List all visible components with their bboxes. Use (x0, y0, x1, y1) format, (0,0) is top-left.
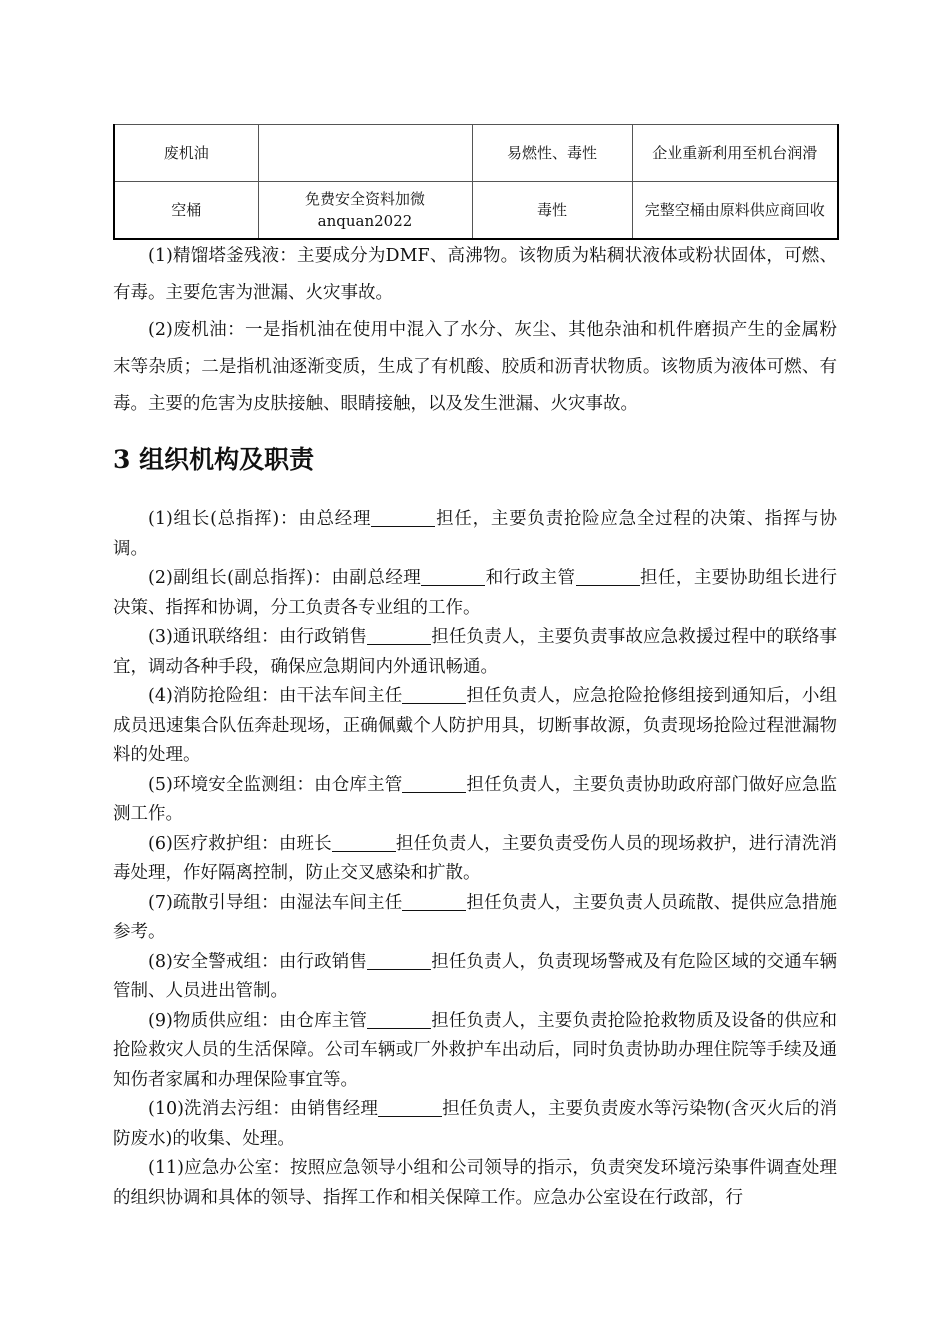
list-item: (11)应急办公室：按照应急领导小组和公司领导的指示，负责突发环境污染事件调查处理的组织协调和具体的领导、指挥工作和相关保障工作。应急办公室设在行政部，行 (113, 1158, 837, 1208)
list-item: (9)物质供应组：由仓库主管 担任负责人，主要负责抢险抢救物质及设备的供应和抢险救灾人员的生活保障。公司车辆或厂外救护车出动后，同时负责协助办理住院等手续及通知伤者家属和办理保险事宜等。 (113, 1010, 837, 1090)
list-item: (5)环境安全监测组：由仓库主管 担任负责人，主要负责协助政府部门做好应急监测工作。 (113, 774, 837, 824)
hazard-description (113, 238, 837, 423)
section-heading: 3 组织机构及职责 (113, 445, 315, 474)
table-cell: 完整空桶由原料供应商回收 (632, 182, 838, 239)
table-cell: 毒性 (472, 182, 632, 239)
fill-in-blank (378, 1098, 442, 1117)
organization-duties (113, 505, 837, 1213)
list-item: (1)组长(总指挥)：由总经理 担任，主要负责抢险应急全过程的决策、指挥与协调。 (113, 509, 837, 559)
list-item: (4)消防抢险组：由干法车间主任 担任负责人，应急抢险抢修组接到通知后，小组成员迅速集合队伍奔赴现场，正确佩戴个人防护用具，切断事故源，负责现场抢险过程泄漏物料的处理。 (113, 686, 837, 765)
fill-in-blank (371, 508, 435, 527)
table-cell: 免费安全资料加微 anquan2022 (258, 182, 472, 239)
table-cell: 废机油 (114, 125, 258, 182)
list-item: (3)通讯联络组：由行政销售 担任负责人，主要负责事故应急救援过程中的联络事宜，调动各种手段，确保应急期间内外通讯畅通。 (113, 627, 837, 677)
fill-in-blank (402, 892, 466, 911)
list-item: (10)洗消去污组：由销售经理 担任负责人，主要负责废水等污染物(含灭火后的消防废水)的收集、处理。 (113, 1099, 837, 1149)
waste-hazard-table (113, 124, 839, 240)
fill-in-blank (402, 685, 466, 704)
table-cell: 易燃性、毒性 (472, 125, 632, 182)
list-item: (7)疏散引导组：由湿法车间主任 担任负责人，主要负责人员疏散、提供应急措施参考。 (113, 892, 837, 942)
paragraph: (2)废机油：一是指机油在使用中混入了水分、灰尘、其他杂油和机件磨损产生的金属粉末等杂质；二是指机油逐渐变质，生成了有机酸、胶质和沥青状物质。该物质为液体可燃、有毒。主要的危害为皮肤接触、眼睛接触，以及发生泄漏、火灾事故。 (113, 320, 837, 414)
fill-in-blank (421, 567, 485, 586)
fill-in-blank (367, 1010, 431, 1029)
list-item: (2)副组长(副总指挥)：由副总经理 和行政主管 担任，主要协助组长进行决策、指挥和协调，分工负责各专业组的工作。 (113, 568, 838, 618)
table-cell: 企业重新利用至机台润滑 (632, 125, 838, 182)
fill-in-blank (332, 833, 396, 852)
list-item: (6)医疗救护组：由班长 担任负责人，主要负责受伤人员的现场救护，进行清洗消毒处理，作好隔离控制，防止交叉感染和扩散。 (113, 833, 837, 883)
fill-in-blank (402, 774, 466, 793)
table-row (114, 125, 838, 182)
paragraph: (1)精馏塔釜残液：主要成分为DMF、高沸物。该物质为粘稠状液体或粉状固体，可燃、有毒。主要危害为泄漏、火灾事故。 (113, 246, 837, 303)
fill-in-blank (576, 567, 640, 586)
list-item: (8)安全警戒组：由行政销售 担任负责人，负责现场警戒及有危险区域的交通车辆管制、人员进出管制。 (113, 951, 837, 1001)
table-cell: 空桶 (114, 182, 258, 239)
fill-in-blank (367, 626, 431, 645)
fill-in-blank (367, 951, 431, 970)
table-cell (258, 125, 472, 182)
table-row (114, 182, 838, 239)
